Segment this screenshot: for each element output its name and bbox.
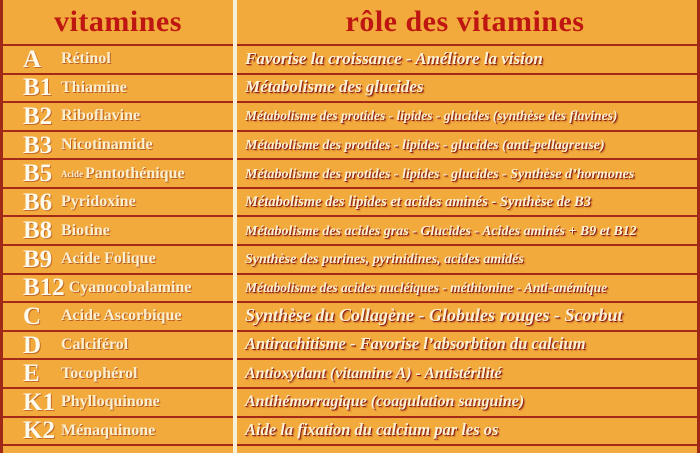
vitamin-name: Ménaquinone [61,421,156,439]
vitamin-cell [3,190,233,215]
vitamin-code: B9 [23,245,53,273]
column-divider [233,0,237,453]
table-row [3,246,697,275]
vitamin-code: B6 [23,188,53,216]
role-cell [233,78,697,97]
role-cell [233,306,697,326]
role-cell [233,393,697,411]
vitamin-role: Métabolisme des protides - lipides - glucides - Synthèse d’hormones [245,166,635,182]
vitamin-role: Métabolisme des lipides et acides aminés - Synthèse de B3 [245,194,591,211]
table-row [3,75,697,104]
role-cell [233,222,697,240]
vitamin-code: B2 [23,102,53,130]
role-cell [233,279,697,297]
table-row [3,275,697,304]
vitamin-cell [3,390,233,415]
vitamin-name: Biotine [61,221,110,239]
vitamin-role: Antihémorragique (coagulation sanguine) [245,393,525,411]
table-row [3,360,697,389]
role-cell [233,107,697,125]
vitamin-name: Cyanocobalamine [68,278,192,296]
vitamin-name: Thiamine [61,78,127,96]
table-row [3,418,697,447]
table-header [3,0,697,46]
role-cell [233,136,697,154]
vitamin-code: B1 [23,74,53,102]
vitamin-cell [3,104,233,129]
vitamin-cell [3,247,233,272]
table-row [3,46,697,75]
vitamin-code: K2 [23,417,55,445]
vitamin-role: Antirachitisme - Favorise l’absorbtion du calcium [245,334,586,354]
vitamin-cell [3,161,233,186]
vitamin-code: B8 [23,217,53,245]
vitamin-code: B5 [23,160,53,188]
role-cell [233,365,697,383]
vitamin-name: Rétinol [61,50,111,68]
vitamin-code: K1 [23,388,55,416]
table-row [3,303,697,332]
table-row [3,132,697,161]
vitamin-name-prefix: Acide [61,168,83,179]
vitamin-cell [3,275,233,300]
vitamin-role: Métabolisme des protides - lipides - glucides (synthèse des flavines) [245,108,618,124]
vitamin-code: D [23,331,42,359]
vitamin-name: Phylloquinone [61,393,160,411]
table-row [3,103,697,132]
role-cell [233,50,697,69]
vitamin-name: Riboflavine [61,107,141,125]
vitamin-cell [3,75,233,100]
table-row [3,332,697,361]
vitamin-cell [3,333,233,358]
vitamin-name: Acide Folique [61,250,156,268]
table-row [3,389,697,418]
vitamin-name: Acide Ascorbique [61,307,182,325]
table-row [3,189,697,218]
vitamin-role: Métabolisme des acides gras - Glucides - Acides aminés + B9 et B12 [245,223,637,239]
vitamin-cell [3,47,233,72]
vitamin-role: Favorise la croissance - Améliore la vision [245,48,543,68]
vitamin-name: Acide Pantothénique [61,164,185,182]
role-cell [233,193,697,211]
vitamin-role: Synthèse du Collagène - Globules rouges - Scorbut [245,305,623,326]
vitamin-code: B12 [23,274,65,302]
vitamin-role: Synthèse des purines, pyrinidines, acides amidés [245,252,524,268]
header-role: rôle des vitamines [345,5,585,38]
role-cell [233,165,697,183]
role-cell [233,336,697,354]
header-vitamins: vitamines [54,5,182,38]
vitamin-name: Pyridoxine [61,193,136,211]
vitamin-code: E [23,360,40,388]
vitamin-cell [3,361,233,386]
vitamin-name: Tocophérol [61,364,138,382]
role-cell [233,250,697,268]
table-row [3,160,697,189]
vitamin-role: Métabolisme des acides nucléiques - méthionine - Anti-anémique [245,279,608,295]
vitamin-role: Aide la fixation du calcium par les os [245,419,499,439]
vitamin-role: Antioxydant (vitamine A) - Antistérilité [245,364,502,382]
vitamin-code: B3 [23,131,53,159]
vitamin-name: Nicotinamide [61,136,153,154]
vitamin-role: Métabolisme des glucides [245,77,424,97]
vitamin-code: A [23,45,42,73]
vitamin-cell [3,218,233,243]
vitamin-cell [3,418,233,443]
table-row [3,217,697,246]
vitamin-cell [3,133,233,158]
vitamin-cell [3,304,233,329]
vitamin-name: Calciférol [61,336,129,354]
role-cell [233,419,697,440]
table-body [3,46,697,446]
vitamin-code: C [23,302,42,330]
vitamin-role: Métabolisme des protides - lipides - glucides (anti-pellagreuse) [245,138,605,154]
